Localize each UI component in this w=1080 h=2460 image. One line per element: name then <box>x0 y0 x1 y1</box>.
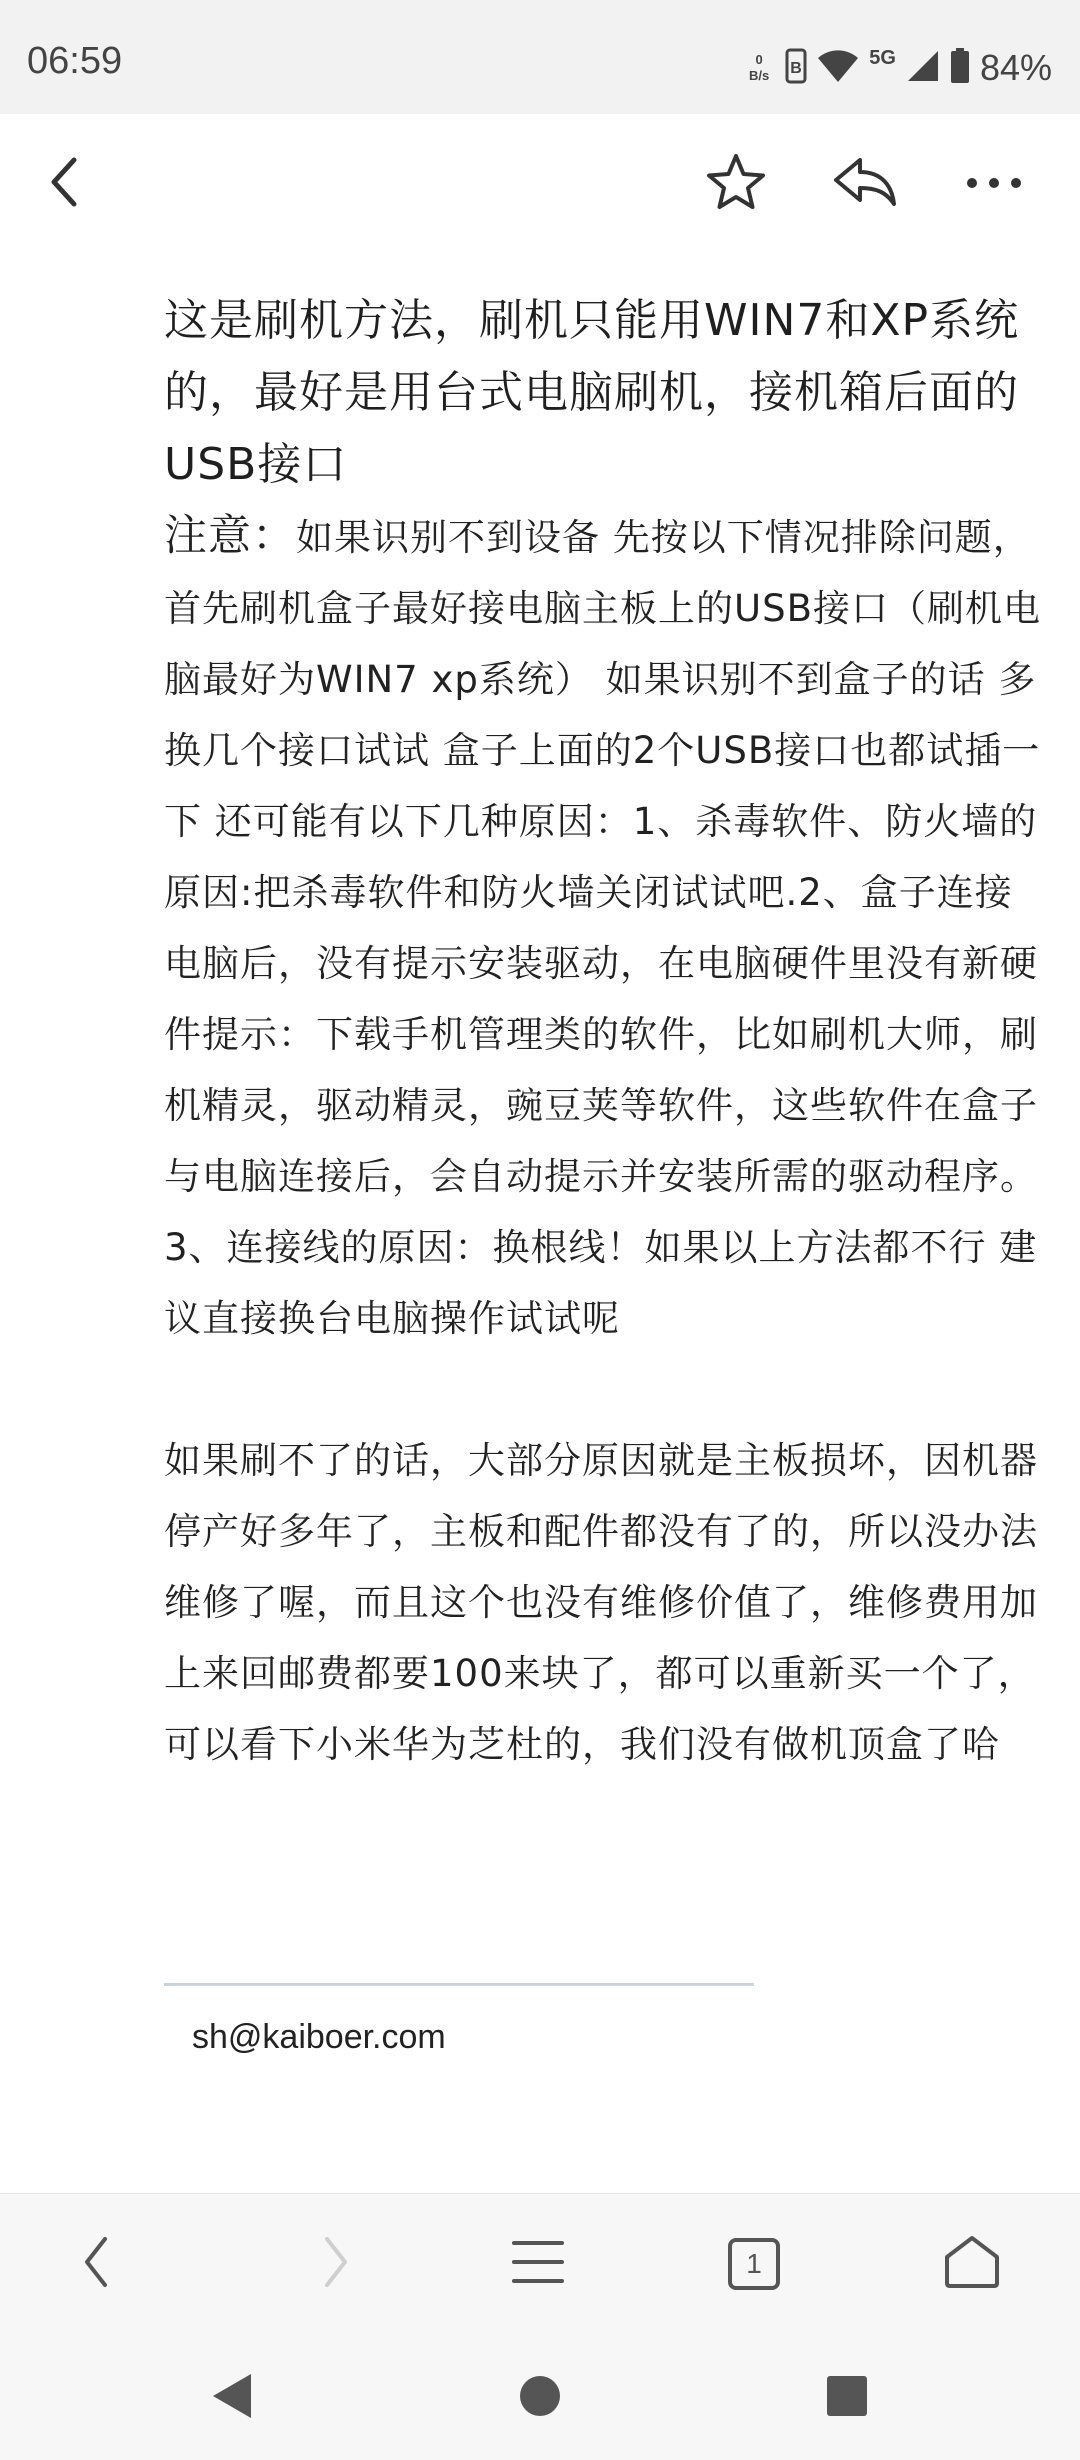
reply-button[interactable] <box>829 148 901 220</box>
signal-icon <box>906 49 940 87</box>
home-circle-icon <box>519 2375 561 2421</box>
note-text: 如果识别不到设备 先按以下情况排除问题，首先刷机盒子最好接电脑主板上的USB接口（刷机电脑最好为WIN7 xp系统） 如果识别不到盒子的话 多换几个接口试试 盒子上面的2个USB接口也都试插一下 还可能有以下几种原因：1、杀毒软件、防火墙的原因:把杀毒软件和防火墙关闭试试吧.2、盒子连接电脑后，没有提示安装驱动，在电脑硬件里没有新硬件提示：下载手机管理类的软件，比如刷机大师，刷机精灵，驱动精灵，豌豆荚等软件，这些软件在盒子与电脑连接后，会自动提示并安装所需的驱动程序。3、连接线的原因：换根线！如果以上方法都不行 建议直接换台电脑操作试试呢 <box>164 516 1041 1340</box>
battery-icon <box>950 48 970 88</box>
note-label: 注意： <box>164 511 296 561</box>
back-icon <box>81 2235 111 2293</box>
back-button[interactable] <box>28 148 100 220</box>
net-speed <box>749 52 769 84</box>
star-button[interactable] <box>700 148 772 220</box>
browser-menu-button[interactable] <box>498 2224 578 2304</box>
status-bar <box>0 0 1080 114</box>
second-paragraph: 如果刷不了的话，大部分原因就是主板损坏，因机器停产好多年了，主板和配件都没有了的，所以没办法维修了喔，而且这个也没有维修价值了，维修费用加上来回邮费都要100来块了，都可以重新买一个了，可以看下小米华为芝杜的，我们没有做机顶盒了哈 <box>164 1439 1038 1766</box>
forward-icon <box>321 2235 351 2293</box>
network-type: 5G <box>869 46 896 69</box>
reply-icon <box>832 154 898 214</box>
more-icon <box>966 175 1022 194</box>
message-heading: 这是刷机方法，刷机只能用WIN7和XP系统的，最好是用台式电脑刷机，接机箱后面的USB接口 <box>164 295 1020 490</box>
browser-home-button[interactable] <box>932 2224 1012 2304</box>
star-icon <box>705 152 767 216</box>
net-speed-value: 0 <box>755 52 763 67</box>
tab-count: 1 <box>746 2248 762 2279</box>
note-paragraph <box>164 501 1044 1354</box>
nfc-icon <box>785 48 807 88</box>
back-icon <box>44 154 84 214</box>
tabs-icon <box>728 2238 780 2290</box>
status-icons <box>749 40 1052 96</box>
browser-tabs-button[interactable] <box>714 2224 794 2304</box>
message-body <box>164 285 1044 1780</box>
svg-text:B: B <box>790 60 803 77</box>
system-recents-button[interactable] <box>812 2363 882 2433</box>
battery-percent: 84% <box>979 47 1052 88</box>
message-toolbar <box>0 114 1080 250</box>
more-button[interactable] <box>958 148 1030 220</box>
back-triangle-icon <box>209 2372 253 2424</box>
browser-bottom-bar <box>0 2193 1080 2333</box>
signature-email[interactable]: sh@kaiboer.com <box>192 2018 446 2056</box>
home-icon <box>944 2235 1000 2293</box>
signature-divider <box>164 1983 754 1986</box>
wifi-icon <box>817 49 859 87</box>
status-time: 06:59 <box>27 40 123 82</box>
browser-back-button[interactable] <box>56 2224 136 2304</box>
menu-icon <box>512 2239 564 2289</box>
system-navigation-bar <box>0 2333 1080 2460</box>
recents-square-icon <box>826 2375 868 2421</box>
system-back-button[interactable] <box>196 2363 266 2433</box>
net-speed-unit: B/s <box>749 68 770 83</box>
system-home-button[interactable] <box>505 2363 575 2433</box>
browser-forward-button[interactable] <box>296 2224 376 2304</box>
